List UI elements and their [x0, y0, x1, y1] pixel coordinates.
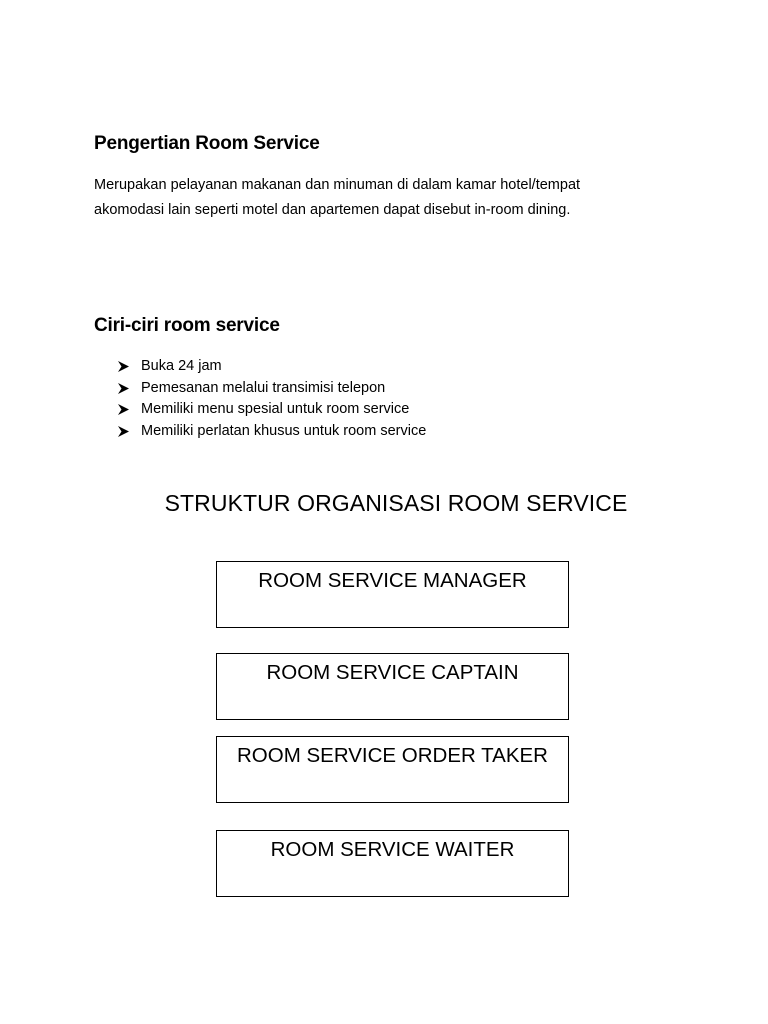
definition-paragraph: [94, 173, 694, 223]
list-item-text: Memiliki perlatan khusus untuk room service: [141, 422, 427, 439]
list-item: [118, 356, 426, 378]
list-item: [118, 399, 426, 421]
arrowhead-bullet-icon: [118, 426, 129, 437]
section-title-pengertian: Pengertian Room Service: [94, 133, 320, 154]
list-item: [118, 378, 426, 400]
org-box-order-taker: ROOM SERVICE ORDER TAKER: [216, 736, 569, 803]
arrowhead-bullet-icon: [118, 361, 129, 372]
org-box-waiter: ROOM SERVICE WAITER: [216, 830, 569, 897]
list-item-text: Memiliki menu spesial untuk room service: [141, 401, 410, 417]
arrowhead-bullet-icon: [118, 383, 129, 394]
org-box-captain: ROOM SERVICE CAPTAIN: [216, 653, 569, 720]
characteristics-list: [118, 356, 426, 442]
org-chart-title: STRUKTUR ORGANISASI ROOM SERVICE: [164, 490, 628, 516]
paragraph-line: Merupakan pelayanan makanan dan minuman di dalam kamar hotel/tempat: [94, 177, 581, 193]
arrowhead-bullet-icon: [118, 404, 129, 415]
list-item: [118, 421, 426, 443]
org-box-manager: ROOM SERVICE MANAGER: [216, 561, 569, 628]
section-title-ciri-ciri: Ciri-ciri room service: [94, 315, 280, 336]
list-item-text: Buka 24 jam: [141, 358, 222, 374]
list-item-text: Pemesanan melalui transimisi telepon: [141, 379, 386, 396]
paragraph-line: akomodasi lain seperti motel dan apartemen dapat disebut in-room dining.: [94, 202, 571, 218]
